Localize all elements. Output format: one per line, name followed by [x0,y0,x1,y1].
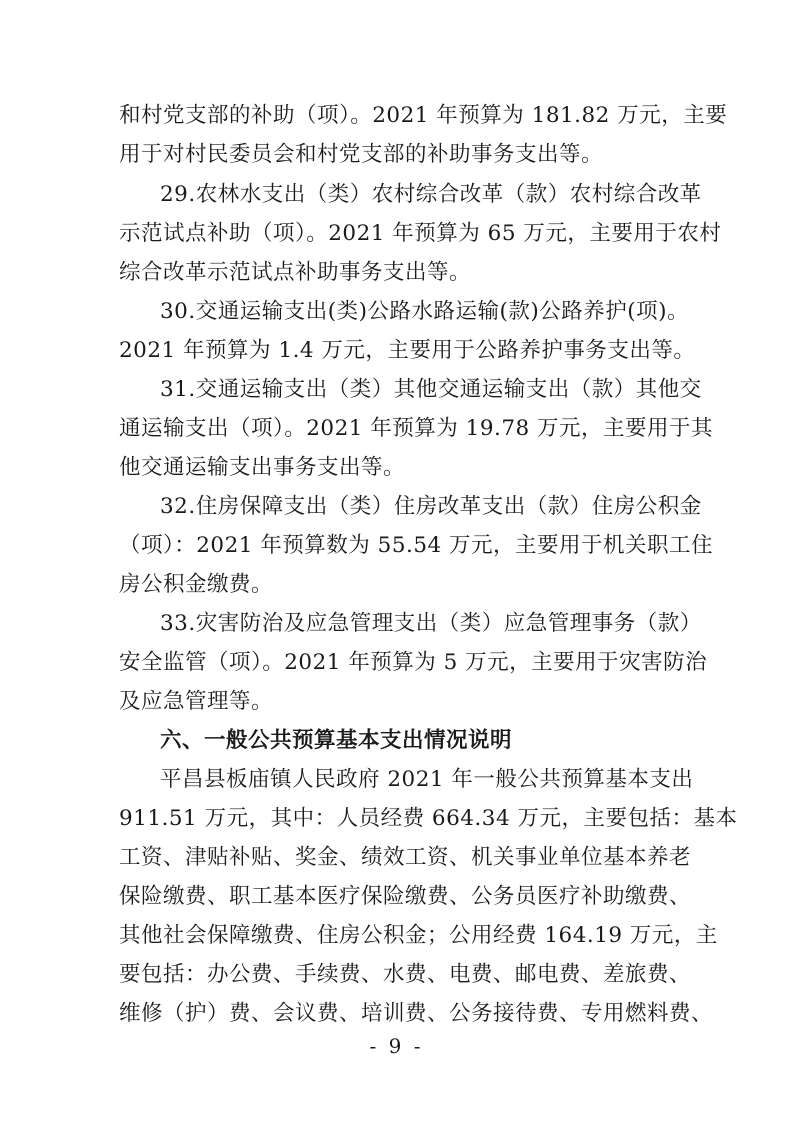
text-line: 保险缴费、职工基本医疗保险缴费、公务员医疗补助缴费、 [119,884,692,909]
text-line: 911.51 万元，其中：人员经费 664.34 万元，主要包括：基本 [119,806,738,831]
text-line: 安全监管（项）。2021 年预算为 5 万元，主要用于灾害防治 [119,650,708,675]
section-heading: 六、一般公共预算基本支出情况说明 [160,728,513,753]
text-line: 2021 年预算为 1.4 万元，主要用于公路养护事务支出等。 [119,338,696,363]
text-line: 和村党支部的补助（项）。2021 年预算为 181.82 万元，主要 [119,103,728,128]
text-line: 示范试点补助（项）。2021 年预算为 65 万元，主要用于农村 [119,221,722,246]
text-line: 房公积金缴费。 [119,572,274,597]
text-line: 31.交通运输支出（类）其他交通运输支出（款）其他交 [160,377,702,402]
text-line: 要包括：办公费、手续费、水费、电费、邮电费、差旅费、 [119,962,692,987]
text-line: 用于对村民委员会和村党支部的补助事务支出等。 [119,142,604,167]
text-line: （项）：2021 年预算数为 55.54 万元，主要用于机关职工住 [119,533,714,558]
text-line: 综合改革示范试点补助事务支出等。 [119,260,472,285]
text-line: 他交通运输支出事务支出等。 [119,455,406,480]
text-line: 工资、津贴补贴、奖金、绩效工资、机关事业单位基本养老 [119,845,692,870]
text-line: 33.灾害防治及应急管理支出（类）应急管理事务（款） [160,611,702,636]
text-line: 及应急管理等。 [119,689,274,714]
text-line: 32.住房保障支出（类）住房改革支出（款）住房公积金 [160,494,702,519]
text-line: 维修（护）费、会议费、培训费、公务接待费、专用燃料费、 [119,1001,714,1026]
page-number: - 9 - [369,1034,424,1058]
text-line: 30.交通运输支出(类)公路水路运输(款)公路养护(项)。 [160,299,690,324]
text-line: 通运输支出（项）。2021 年预算为 19.78 万元，主要用于其 [119,416,714,441]
text-line: 其他社会保障缴费、住房公积金；公用经费 164.19 万元，主 [119,923,718,948]
text-line: 29.农林水支出（类）农村综合改革（款）农村综合改革 [160,182,702,207]
text-line: 平昌县板庙镇人民政府 2021 年一般公共预算基本支出 [160,767,694,792]
